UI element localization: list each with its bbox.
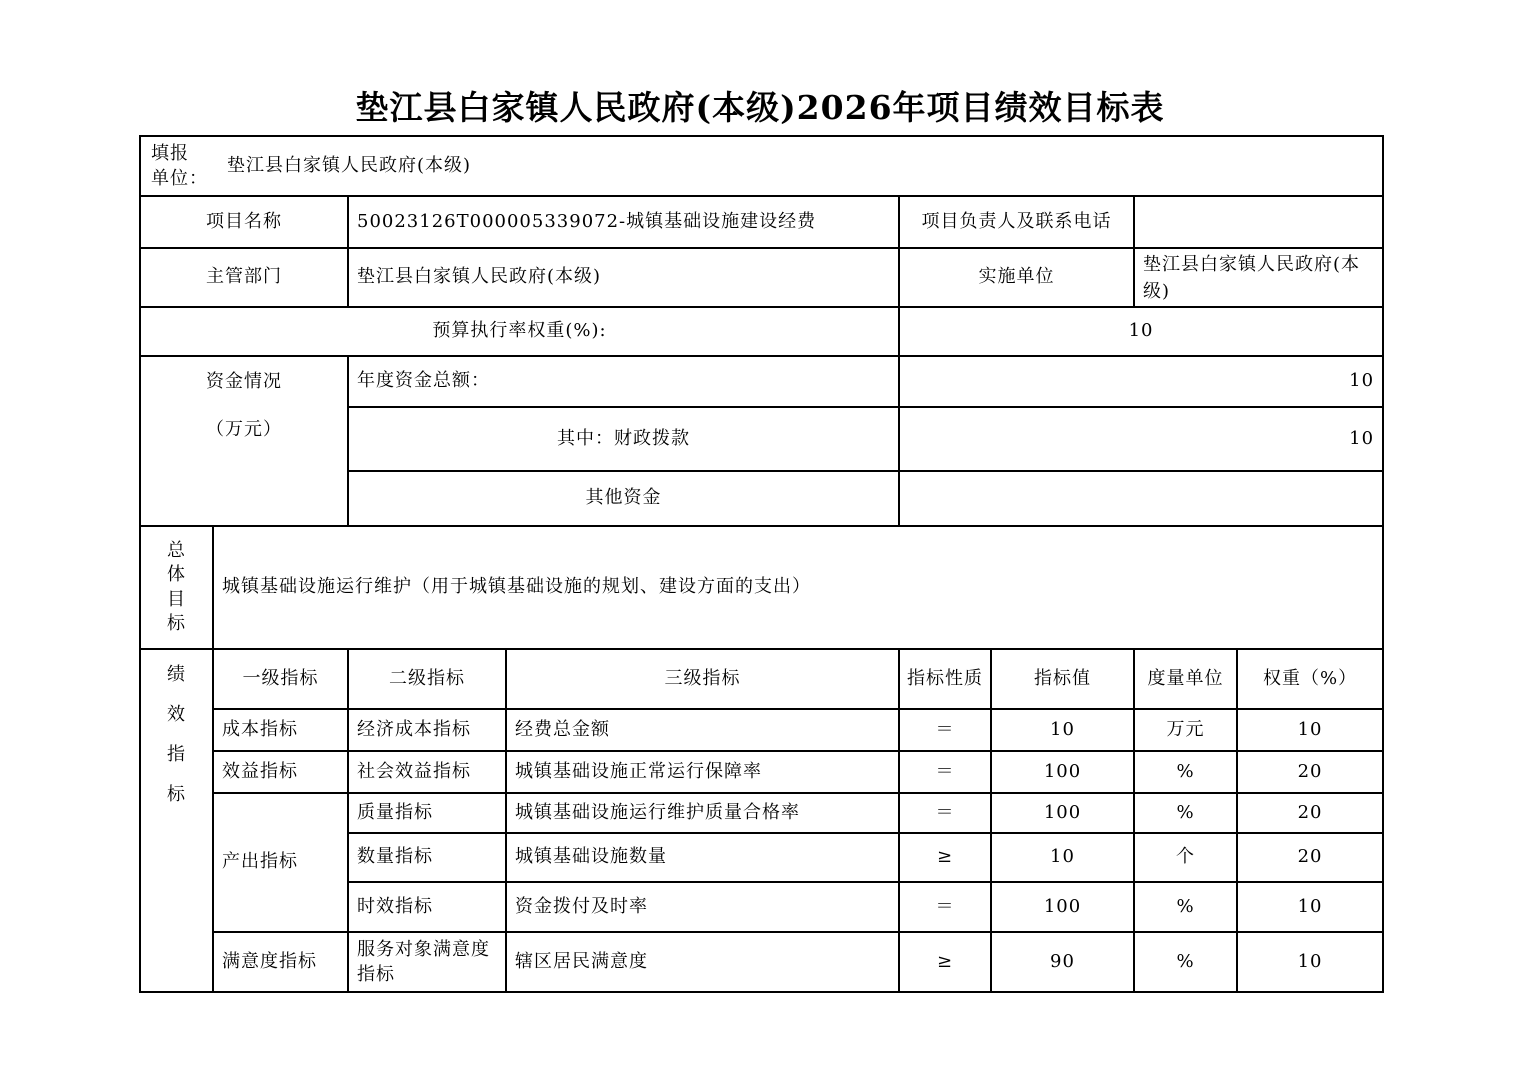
funds-total-row xyxy=(140,356,1383,407)
indicator-level1: 产出指标 xyxy=(213,793,348,932)
indicator-unit: 个 xyxy=(1134,833,1237,882)
indicator-level2: 服务对象满意度指标 xyxy=(348,932,506,992)
funds-other-label: 其他资金 xyxy=(348,471,899,526)
table-row xyxy=(140,709,1383,751)
funds-label: 资金情况 （万元） xyxy=(140,356,348,526)
project-contact-value xyxy=(1134,196,1383,248)
project-contact-label: 项目负责人及联系电话 xyxy=(899,196,1134,248)
table-row xyxy=(140,932,1383,992)
header-value: 指标值 xyxy=(991,649,1134,709)
department-label: 主管部门 xyxy=(140,248,348,307)
indicator-weight: 10 xyxy=(1237,932,1383,992)
indicator-level2: 社会效益指标 xyxy=(348,751,506,793)
indicator-unit: % xyxy=(1134,882,1237,932)
funds-total-label: 年度资金总额： xyxy=(348,356,899,407)
indicator-unit: 万元 xyxy=(1134,709,1237,751)
indicator-unit: % xyxy=(1134,932,1237,992)
table-row xyxy=(140,793,1383,833)
header-level3: 三级指标 xyxy=(506,649,899,709)
indicator-value: 100 xyxy=(991,882,1134,932)
project-name-row xyxy=(140,196,1383,248)
funds-total-value: 10 xyxy=(899,356,1383,407)
header-weight: 权重（%） xyxy=(1237,649,1383,709)
indicator-weight: 20 xyxy=(1237,833,1383,882)
filling-unit-cell xyxy=(140,136,1383,196)
overall-goal-label: 总 体 目 标 xyxy=(140,526,213,649)
indicator-level3: 资金拨付及时率 xyxy=(506,882,899,932)
indicator-level1: 成本指标 xyxy=(213,709,348,751)
indicator-nature: ＝ xyxy=(899,882,991,932)
indicator-level3: 城镇基础设施运行维护质量合格率 xyxy=(506,793,899,833)
table-row xyxy=(140,751,1383,793)
indicator-level2: 时效指标 xyxy=(348,882,506,932)
project-name-value: 50023126T000005339072-城镇基础设施建设经费 xyxy=(348,196,899,248)
implementing-unit-label: 实施单位 xyxy=(899,248,1134,307)
filling-unit-value: 垫江县白家镇人民政府(本级) xyxy=(227,154,472,176)
indicator-value: 90 xyxy=(991,932,1134,992)
budget-rate-row xyxy=(140,307,1383,356)
filling-unit-label: 填报 单位： xyxy=(151,142,208,189)
budget-rate-label: 预算执行率权重(%): xyxy=(140,307,899,356)
indicator-level1: 满意度指标 xyxy=(213,932,348,992)
implementing-unit-value: 垫江县白家镇人民政府(本级) xyxy=(1134,248,1383,307)
page-title: 垫江县白家镇人民政府(本级)2026年项目绩效目标表 xyxy=(355,88,1165,127)
indicator-level2: 经济成本指标 xyxy=(348,709,506,751)
header-level2: 二级指标 xyxy=(348,649,506,709)
indicator-weight: 10 xyxy=(1237,882,1383,932)
indicators-label: 绩 效 指 标 xyxy=(140,649,213,992)
overall-goal-text: 城镇基础设施运行维护（用于城镇基础设施的规划、建设方面的支出） xyxy=(213,526,1383,649)
indicator-unit: % xyxy=(1134,793,1237,833)
filling-unit-row xyxy=(140,136,1383,196)
indicator-level1: 效益指标 xyxy=(213,751,348,793)
indicator-level3: 城镇基础设施正常运行保障率 xyxy=(506,751,899,793)
header-nature: 指标性质 xyxy=(899,649,991,709)
indicator-level3: 城镇基础设施数量 xyxy=(506,833,899,882)
indicator-level3: 辖区居民满意度 xyxy=(506,932,899,992)
header-level1: 一级指标 xyxy=(213,649,348,709)
indicator-nature: ＝ xyxy=(899,751,991,793)
funds-other-value xyxy=(899,471,1383,526)
project-name-label: 项目名称 xyxy=(140,196,348,248)
indicator-nature: ≥ xyxy=(899,932,991,992)
indicator-value: 100 xyxy=(991,751,1134,793)
budget-rate-value: 10 xyxy=(899,307,1383,356)
indicator-value: 10 xyxy=(991,833,1134,882)
indicator-nature: ＝ xyxy=(899,709,991,751)
funds-fiscal-value: 10 xyxy=(899,407,1383,471)
indicator-value: 100 xyxy=(991,793,1134,833)
indicator-weight: 10 xyxy=(1237,709,1383,751)
indicator-nature: ≥ xyxy=(899,833,991,882)
indicator-nature: ＝ xyxy=(899,793,991,833)
performance-target-table xyxy=(139,135,1384,993)
overall-goal-row xyxy=(140,526,1383,649)
department-row xyxy=(140,248,1383,307)
funds-fiscal-label: 其中：财政拨款 xyxy=(348,407,899,471)
indicator-level2: 数量指标 xyxy=(348,833,506,882)
indicator-weight: 20 xyxy=(1237,793,1383,833)
indicator-level3: 经费总金额 xyxy=(506,709,899,751)
department-value: 垫江县白家镇人民政府(本级) xyxy=(348,248,899,307)
indicator-header-row xyxy=(140,649,1383,709)
indicator-value: 10 xyxy=(991,709,1134,751)
header-unit: 度量单位 xyxy=(1134,649,1237,709)
indicator-level2: 质量指标 xyxy=(348,793,506,833)
indicator-weight: 20 xyxy=(1237,751,1383,793)
indicator-unit: % xyxy=(1134,751,1237,793)
